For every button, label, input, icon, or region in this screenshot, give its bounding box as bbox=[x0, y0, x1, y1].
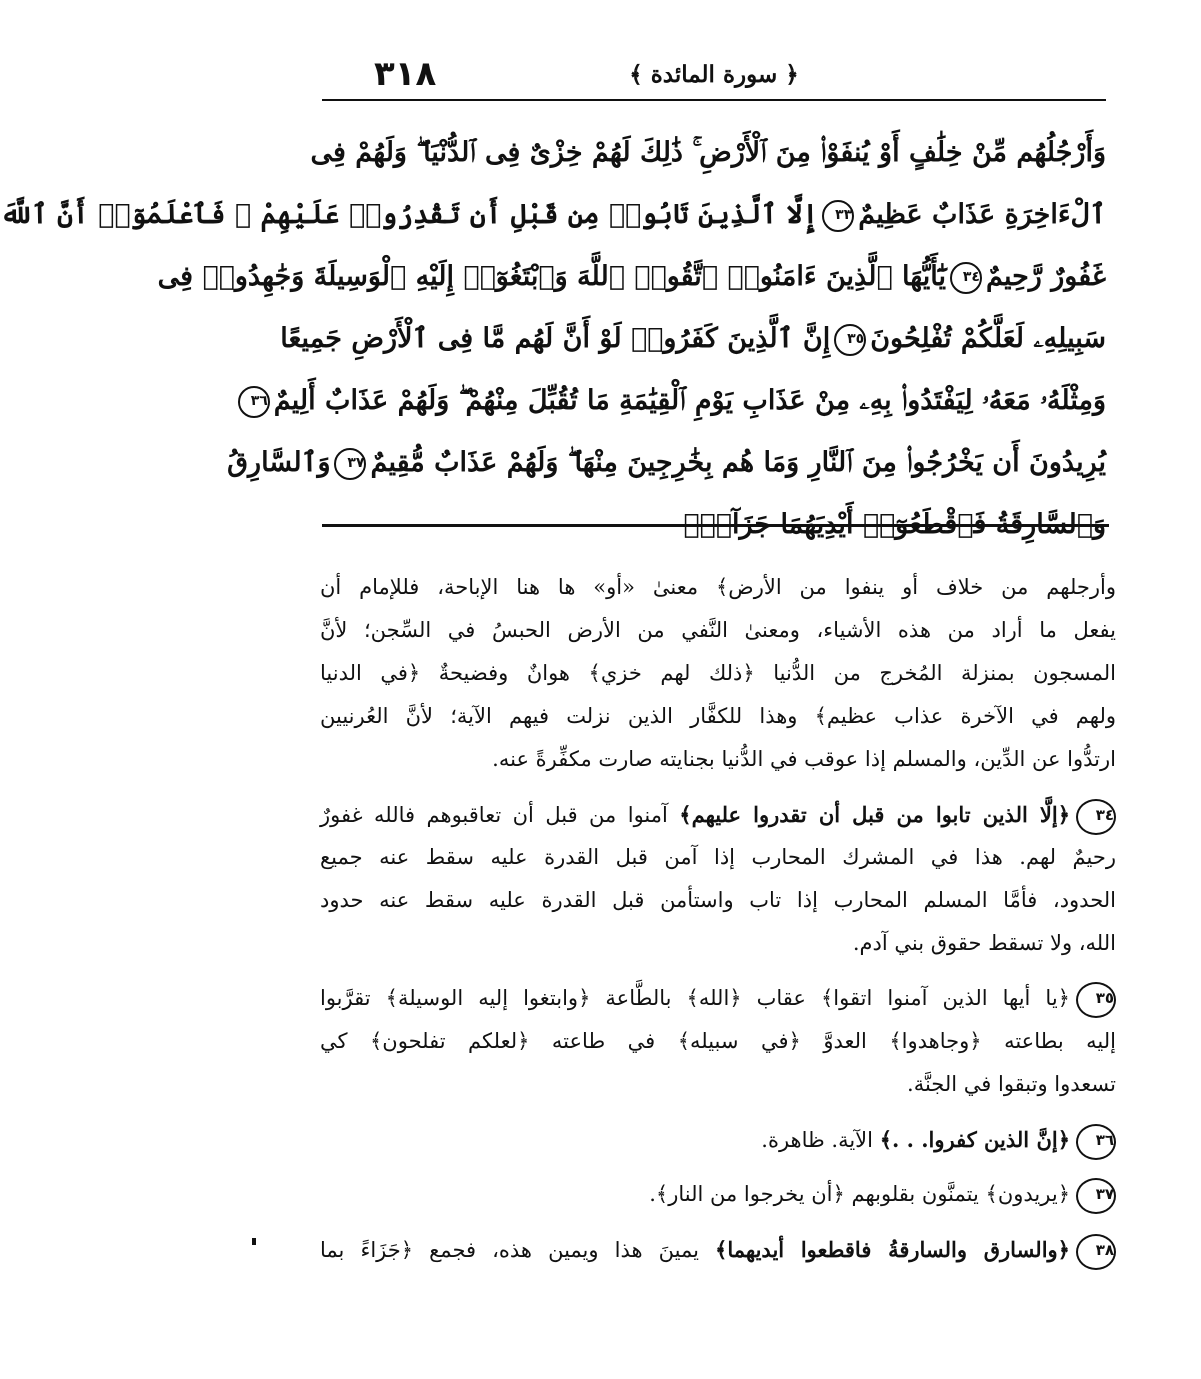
tafsir-line: إليه بطاعته ﴿وجاهدوا﴾ العدوَّ ﴿في سبيله﴾ في طاعته ﴿لعلكم تفلحون﴾ كي bbox=[320, 1029, 1116, 1053]
verse-number-badge: ٣٥ bbox=[1076, 982, 1116, 1018]
surah-title: ﴿ سورة المائدة ﴾ bbox=[629, 61, 799, 88]
tafsir-line: ولهم في الآخرة عذاب عظيم﴾ وهذا للكفَّار الذين نزلت فيهم الآية؛ لأنَّ العُرنيين bbox=[320, 704, 1116, 728]
tafsir-line: ٣٦﴿إنَّ الذين كفروا. . .﴾ الآية. ظاهرة. bbox=[320, 1118, 1116, 1161]
tafsir-line: ٣٧﴿يريدون﴾ يتمنَّون بقلوبهم ﴿أن يخرجوا من النار﴾. bbox=[320, 1173, 1116, 1216]
page-header bbox=[322, 52, 1106, 100]
tafsir-line: يفعل ما أراد من هذه الأشياء، ومعنىٰ النَّفي من الأرض الحبسُ في السِّجن؛ لأنَّ bbox=[320, 618, 1116, 642]
verse-number-marker: ٣٤ bbox=[950, 262, 982, 294]
tafsir-line: ٣٤﴿إلَّا الذين تابوا من قبل أن تقدروا عليهم﴾ آمنوا من قبل أن تعاقبوهم فالله غفورٌ bbox=[320, 793, 1116, 836]
tafsir-line: رحيمٌ لهم. هذا في المشرك المحارب إذا آمن قبل القدرة عليه سقط عنه جميع bbox=[320, 845, 1116, 869]
header-divider bbox=[322, 99, 1106, 101]
verse-number-badge: ٣٦ bbox=[1076, 1124, 1116, 1160]
verse-number-badge: ٣٧ bbox=[1076, 1178, 1116, 1214]
page-number: ٣١٨ bbox=[374, 54, 437, 94]
tafsir-block bbox=[320, 566, 1116, 1271]
tafsir-line: وأرجلهم من خلاف أو ينفوا من الأرض﴾ معنىٰ «أو» ها هنا الإباحة، فللإمام أن bbox=[320, 575, 1116, 599]
quran-text-block bbox=[0, 122, 1106, 556]
quran-line: ٱلْءَاخِرَةِ عَذَابٌ عَظِيمٌ٣٣إِلَّا ٱلَّذِينَ تَابُوا۟ مِن قَبْلِ أَن تَقْدِرُوا۟ عَلَيْهِمْ ۖ فَٱعْلَمُوٓا۟ أَنَّ ٱللَّهَ bbox=[0, 199, 1106, 230]
verse-number-badge: ٣٤ bbox=[1076, 799, 1116, 835]
tafsir-line: المسجون بمنزلة المُخرج من الدُّنيا ﴿ذلك لهم خزي﴾ هوانٌ وفضيحةٌ ﴿في الدنيا bbox=[320, 661, 1116, 685]
tafsir-line: تسعدوا وتبقوا في الجنَّة. bbox=[907, 1072, 1116, 1096]
tafsir-line: ٣٨﴿والسارق والسارقةُ فاقطعوا أيديهما﴾ يمينَ هذا ويمين هذه، فجمع ﴿جَزَاءً بما bbox=[320, 1228, 1116, 1271]
section-divider bbox=[322, 524, 1109, 527]
verse-number-marker: ٣٣ bbox=[822, 200, 854, 232]
quran-line: غَفُورٌ رَّحِيمٌ٣٤يَٰٓأَيُّهَا ٱلَّذِينَ ءَامَنُوا۟ ٱتَّقُوا۟ ٱللَّهَ وَٱبْتَغُوٓا۟ إِلَيْهِ ٱلْوَسِيلَةَ وَجَٰهِدُوا۟ فِى bbox=[157, 261, 1106, 292]
verse-number-marker: ٣٦ bbox=[238, 386, 270, 418]
verse-number-badge: ٣٨ bbox=[1076, 1234, 1116, 1270]
verse-number-marker: ٣٥ bbox=[834, 324, 866, 356]
quran-line: وَأَرْجُلُهُم مِّنْ خِلَٰفٍ أَوْ يُنفَوْا۟ مِنَ ٱلْأَرْضِ ۚ ذَٰلِكَ لَهُمْ خِزْىٌ فِى ٱلدُّنْيَا ۖ وَلَهُمْ فِى bbox=[310, 137, 1106, 168]
tafsir-line: ارتدُّوا عن الدِّين، والمسلم إذا عوقب في الدُّنيا بجنايته صارت مكفِّرةً عنه. bbox=[492, 747, 1116, 771]
quran-line: سَبِيلِهِۦ لَعَلَّكُمْ تُفْلِحُونَ٣٥إِنَّ ٱلَّذِينَ كَفَرُوا۟ لَوْ أَنَّ لَهُم مَّا فِى ٱلْأَرْضِ جَمِيعًا bbox=[280, 323, 1106, 354]
tafsir-line: الله، ولا تسقط حقوق بني آدم. bbox=[852, 931, 1116, 955]
scan-mark bbox=[252, 1238, 256, 1245]
verse-number-marker: ٣٧ bbox=[334, 448, 366, 480]
quran-line: وَٱلسَّارِقَةُ فَٱقْطَعُوٓا۟ أَيْدِيَهُمَا جَزَآءًۢ bbox=[683, 509, 1106, 540]
quran-line: وَمِثْلَهُۥ مَعَهُۥ لِيَفْتَدُوا۟ بِهِۦ مِنْ عَذَابِ يَوْمِ ٱلْقِيَٰمَةِ مَا تُقُبِّلَ مِنْهُمْ ۖ وَلَهُمْ عَذَابٌ أَلِيمٌ٣٦ bbox=[322, 370, 1106, 432]
quran-line: يُرِيدُونَ أَن يَخْرُجُوا۟ مِنَ ٱلنَّارِ وَمَا هُم بِخَٰرِجِينَ مِنْهَا ۖ وَلَهُمْ عَذَابٌ مُّقِيمٌ٣٧وَٱلسَّارِقُ bbox=[227, 447, 1106, 478]
tafsir-line: ٣٥﴿يا أيها الذين آمنوا اتقوا﴾ عقاب ﴿الله﴾ بالطَّاعة ﴿وابتغوا إليه الوسيلة﴾ تقرَّبوا bbox=[320, 977, 1116, 1020]
tafsir-line: الحدود، فأمَّا المسلم المحارب إذا تاب واستأمن قبل القدرة عليه سقط عنه حدود bbox=[320, 888, 1116, 912]
